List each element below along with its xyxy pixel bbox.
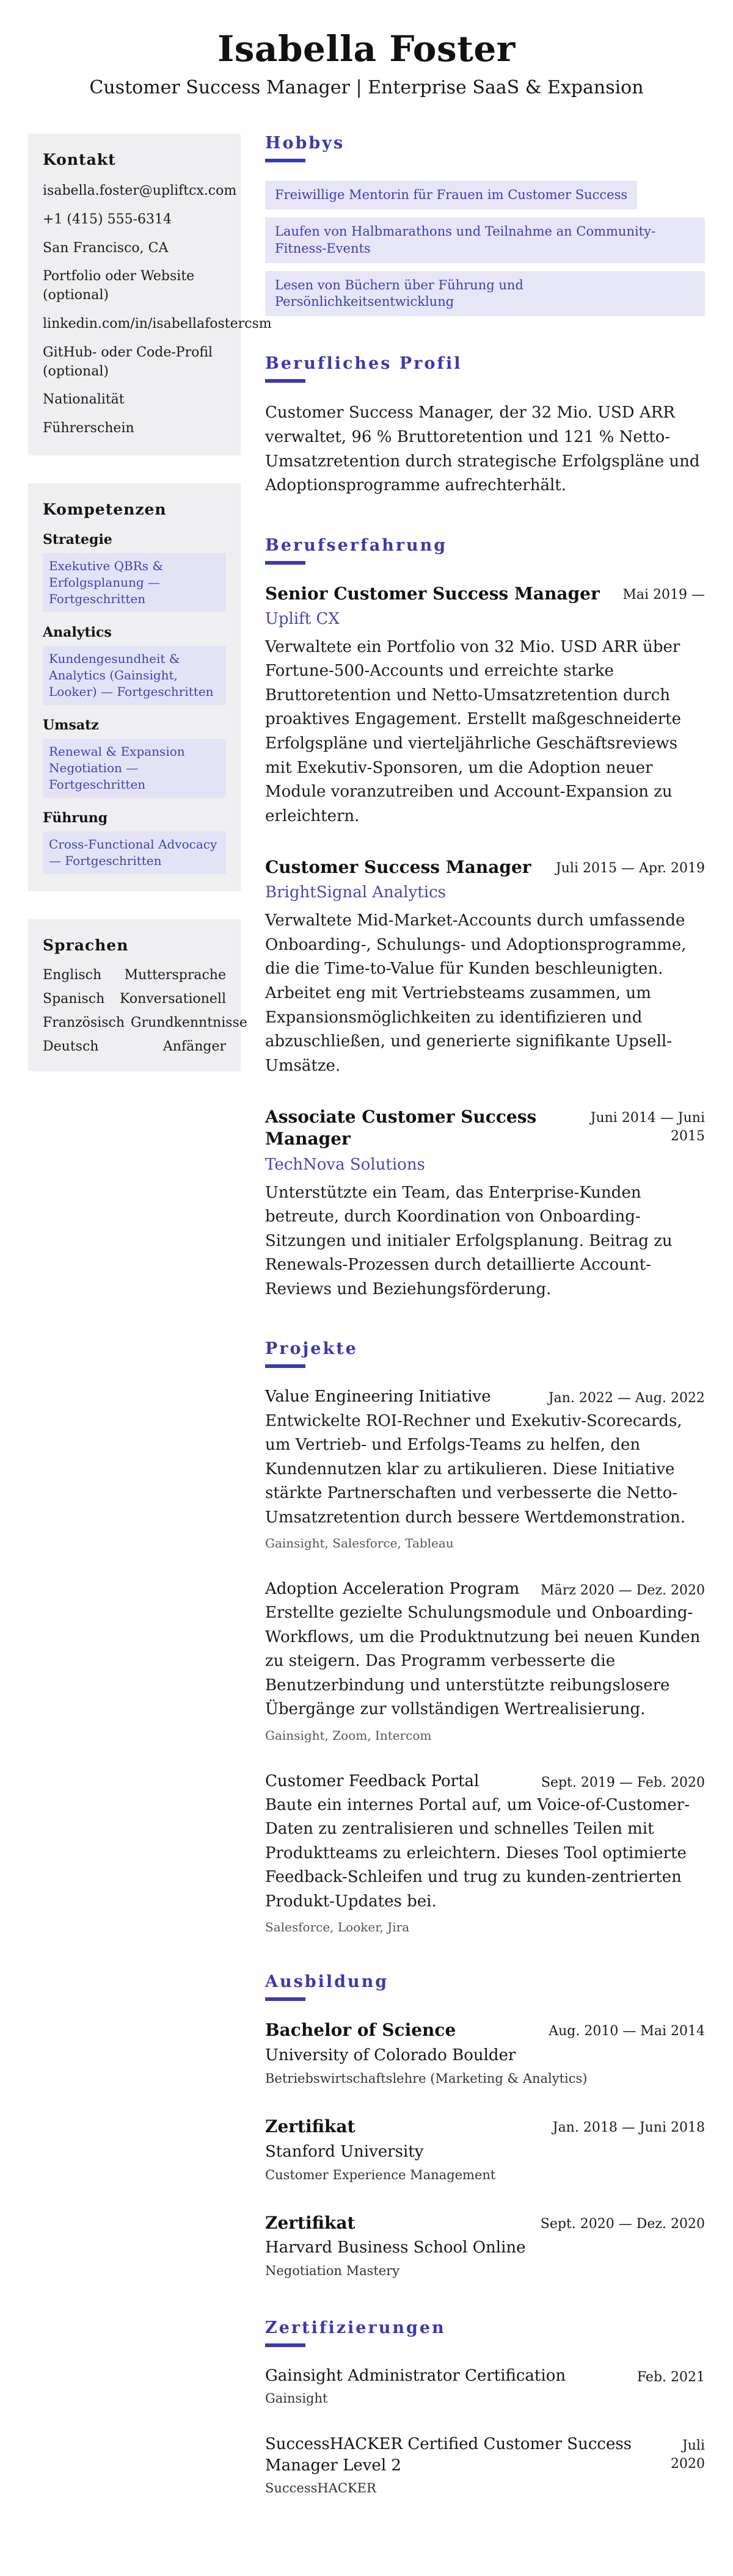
project-entry — [265, 1771, 705, 1935]
contact-email[interactable]: isabella.foster@upliftcx.com — [43, 183, 237, 198]
skill-group-label: Analytics — [43, 624, 112, 640]
certification-header-row — [265, 2434, 705, 2477]
skill-chip: Kundengesundheit & Analytics (Gainsight, Looker) — Fortgeschritten — [43, 646, 226, 705]
sidebar — [28, 134, 272, 1071]
skill-group-label: Umsatz — [43, 717, 99, 733]
contact-section — [28, 134, 272, 455]
project-description: Entwickelte ROI-Rechner und Exekutiv-Scorecards, um Vertrieb- und Erfolgs-Teams zu helfen, den Kundennutzen klar zu artikulieren. Diese Initiative stärkte Partnerschaften und verbesserte die Netto-Umsatzretention durch bessere Wertdemonstration. — [265, 1411, 686, 1527]
project-date: Sept. 2019 — Feb. 2020 — [541, 1775, 705, 1790]
hobby-item: Lesen von Büchern über Führung und Persönlichkeitsentwicklung — [265, 271, 705, 317]
experience-title: Berufserfahrung — [265, 535, 448, 555]
projects-section — [265, 1339, 705, 1934]
skill-group-label: Führung — [43, 809, 108, 826]
certifications-title: Zertifizierungen — [265, 2318, 446, 2337]
project-header-row — [265, 1771, 705, 1792]
profile-title: Berufliches Profil — [265, 354, 462, 374]
section-rule — [265, 561, 305, 565]
project-title: Customer Feedback Portal — [265, 1771, 480, 1790]
project-entry — [265, 1386, 705, 1550]
job-description: Verwaltete ein Portfolio von 32 Mio. USD ARR über Fortune-500-Accounts und erreichte starke Bruttoretention und Netto-Umsatzretention durch proaktives Engagement. Erstellt maßgeschneiderte Erfolgspläne und vierteljährliche Geschäftsreviews mit Exekutiv-Sponsoren, um die Adoption neuer Module voranzutreiben und Account-Expansion zu erleichtern. — [265, 637, 681, 825]
skill-chip: Renewal & Expansion Negotiation — Fortgeschritten — [43, 739, 226, 798]
resume-header — [28, 28, 705, 98]
project-tools: Gainsight, Salesforce, Tableau — [265, 1536, 454, 1551]
hobby-item: Freiwillige Mentorin für Frauen im Customer Success — [265, 181, 637, 209]
project-date: März 2020 — Dez. 2020 — [541, 1583, 705, 1599]
education-header-row — [265, 2116, 705, 2138]
project-tools: Salesforce, Looker, Jira — [265, 1920, 410, 1935]
skills-section — [28, 483, 241, 891]
language-name: Spanisch — [43, 991, 105, 1007]
language-row — [43, 1015, 247, 1030]
education-field: Betriebswirtschaftslehre (Marketing & Analytics) — [265, 2071, 588, 2086]
education-entry — [265, 2019, 705, 2088]
profile-section — [265, 354, 705, 497]
job-title: Associate Customer Success Manager — [265, 1107, 537, 1149]
content-columns — [28, 134, 705, 2533]
education-field: Customer Experience Management — [265, 2167, 496, 2182]
contact-section-title: Kontakt — [43, 151, 116, 168]
skill-group-label: Strategie — [43, 531, 112, 548]
certification-entry — [265, 2365, 705, 2406]
job-company[interactable]: TechNova Solutions — [265, 1155, 425, 1174]
job-entry — [265, 1106, 705, 1301]
education-school: Harvard Business School Online — [265, 2238, 526, 2257]
certification-name: SuccessHACKER Certified Customer Success Manager Level 2 — [265, 2434, 632, 2475]
job-description: Verwaltete Mid-Market-Accounts durch umfassende Onboarding-, Schulungs- und Adoptionsprogramme, die die Time-to-Value für Kunden beschleunigten. Arbeitet eng mit Vertriebsteams zusammen, um Expansionsmöglichkeiten zu identifizieren und abzuschließen, und generierte signifikante Upsell-Umsätze. — [265, 911, 687, 1075]
project-title: Adoption Acceleration Program — [265, 1580, 520, 1599]
profile-text: Customer Success Manager, der 32 Mio. USD ARR verwaltet, 96 % Bruttoretention und 121 % Netto-Umsatzretention durch strategische Erfolgspläne und Adoptionsprogramme aufrechterhält. — [265, 403, 700, 495]
job-title: Customer Success Manager — [265, 857, 531, 878]
certification-date: Juli 2020 — [671, 2437, 705, 2472]
education-field: Negotiation Mastery — [265, 2263, 400, 2279]
contact-nationality: Nationalität — [43, 392, 125, 408]
project-description: Erstellte gezielte Schulungsmodule und Onboarding-Workflows, um die Produktnutzung bei neuen Kunden zu steigern. Das Programm verbesserte die Benutzerbindung und unterstützte reibungslosere Übergänge zur vollständigen Wertrealisierung. — [265, 1604, 701, 1719]
job-description: Unterstützte ein Team, das Enterprise-Kunden betreute, durch Koordination von Onboarding-Sitzungen und initialer Erfolgsplanung. Beitrag zu Renewals-Prozessen durch detaillierte Account-Reviews und Beziehungsförderung. — [265, 1183, 673, 1298]
job-company[interactable]: BrightSignal Analytics — [265, 883, 446, 902]
language-level: Anfänger — [162, 1038, 226, 1054]
job-title: Senior Customer Success Manager — [265, 583, 600, 604]
education-section — [265, 1972, 705, 2280]
project-header-row — [265, 1579, 705, 1600]
education-date: Jan. 2018 — Juni 2018 — [552, 2120, 705, 2136]
section-rule — [265, 379, 305, 383]
hobbies-title: Hobbys — [265, 134, 345, 153]
project-date: Jan. 2022 — Aug. 2022 — [548, 1391, 705, 1406]
certification-header-row — [265, 2365, 705, 2387]
job-company[interactable]: Uplift CX — [265, 609, 340, 628]
project-description: Baute ein internes Portal auf, um Voice-of-Customer-Daten zu zentralisieren und schnelles Teilen mit Produktteams zu erleichtern. Dieses Tool optimierte Feedback-Schleifen und trug zu kunden-zentrierten Produkt-Updates bei. — [265, 1795, 690, 1911]
main-column — [265, 134, 705, 2533]
person-headline: Customer Success Manager | Enterprise SaaS & Expansion — [89, 77, 644, 98]
section-rule — [265, 1364, 305, 1368]
skill-chip: Cross-Functional Advocacy — Fortgeschritten — [43, 831, 226, 874]
job-date: Mai 2019 — — [622, 587, 705, 602]
education-header-row — [265, 2019, 705, 2041]
project-entry — [265, 1579, 705, 1743]
section-rule — [265, 2343, 305, 2347]
project-tools: Gainsight, Zoom, Intercom — [265, 1728, 432, 1743]
certification-entry — [265, 2434, 705, 2495]
language-name: Englisch — [43, 967, 102, 983]
language-row — [43, 991, 226, 1007]
language-row — [43, 968, 226, 983]
certification-issuer: SuccessHACKER — [265, 2481, 376, 2496]
language-level: Muttersprache — [124, 967, 226, 983]
project-header-row — [265, 1386, 705, 1408]
education-school: University of Colorado Boulder — [265, 2046, 516, 2064]
education-header-row — [265, 2212, 705, 2234]
languages-section-title: Sprachen — [43, 936, 129, 954]
education-date: Aug. 2010 — Mai 2014 — [549, 2024, 705, 2039]
job-header-row — [265, 856, 705, 878]
certification-issuer: Gainsight — [265, 2390, 328, 2406]
education-entry — [265, 2212, 705, 2281]
education-school: Stanford University — [265, 2142, 424, 2161]
section-rule — [265, 159, 305, 162]
section-rule — [265, 1997, 305, 2001]
languages-section — [28, 919, 247, 1071]
contact-location: San Francisco, CA — [43, 240, 169, 256]
skills-section-title: Kompetenzen — [43, 500, 167, 518]
language-row — [43, 1039, 226, 1054]
certification-name: Gainsight Administrator Certification — [265, 2366, 566, 2385]
contact-github: GitHub- oder Code-Profil (optional) — [43, 344, 213, 379]
language-name: Deutsch — [43, 1038, 99, 1054]
certifications-section — [265, 2318, 705, 2495]
language-name: Französisch — [43, 1015, 125, 1030]
language-level: Konversationell — [119, 991, 226, 1007]
job-date: Juni 2014 — Juni 2015 — [590, 1110, 705, 1144]
job-entry — [265, 856, 705, 1078]
education-title: Ausbildung — [265, 1972, 389, 1992]
certification-date: Feb. 2021 — [636, 2369, 705, 2385]
projects-title: Projekte — [265, 1339, 358, 1359]
education-date: Sept. 2020 — Dez. 2020 — [540, 2216, 705, 2232]
project-title: Value Engineering Initiative — [265, 1387, 491, 1406]
education-entry — [265, 2116, 705, 2184]
hobby-item: Laufen von Halbmarathons und Teilnahme an Community-Fitness-Events — [265, 217, 705, 263]
job-date: Juli 2015 — Apr. 2019 — [555, 861, 705, 877]
experience-section — [265, 536, 705, 1302]
job-entry — [265, 583, 705, 829]
person-name: Isabella Foster — [217, 28, 516, 70]
skill-chip: Exekutive QBRs & Erfolgsplanung — Fortgeschritten — [43, 553, 226, 612]
language-level: Grundkenntnisse — [131, 1015, 247, 1030]
hobbies-section — [265, 134, 705, 316]
education-degree: Zertifikat — [265, 2116, 356, 2137]
contact-portfolio: Portfolio oder Website (optional) — [43, 269, 195, 303]
contact-phone: +1 (415) 555-6314 — [43, 211, 172, 227]
job-header-row — [265, 583, 705, 605]
education-degree: Bachelor of Science — [265, 2020, 456, 2041]
education-degree: Zertifikat — [265, 2213, 356, 2233]
job-header-row — [265, 1106, 705, 1151]
contact-license: Führerschein — [43, 421, 134, 436]
contact-linkedin[interactable]: linkedin.com/in/isabellafostercsm — [43, 316, 272, 331]
